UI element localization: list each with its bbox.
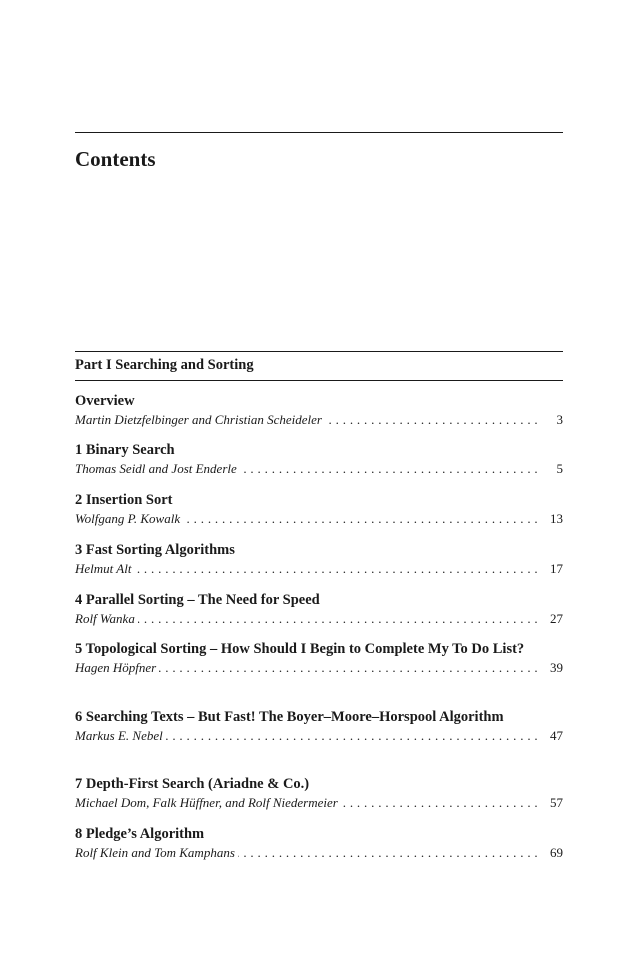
- part-bottom-rule: [75, 380, 563, 381]
- entry-author: Rolf Klein and Tom Kamphans: [75, 845, 235, 860]
- entry-author-line: [75, 659, 563, 676]
- dot-leader: [166, 727, 538, 744]
- toc-entry-2[interactable]: [75, 492, 563, 527]
- toc-entry-6[interactable]: [75, 709, 563, 744]
- entry-author: Rolf Wanka: [75, 611, 135, 626]
- entry-author: Helmut Alt: [75, 561, 132, 576]
- entry-title: 3 Fast Sorting Algorithms: [75, 542, 235, 558]
- entry-title: Overview: [75, 393, 135, 409]
- dot-leader: [138, 610, 538, 627]
- toc-entry-7[interactable]: [75, 776, 563, 811]
- part-top-rule: [75, 351, 563, 352]
- entry-page-number: 17: [550, 561, 563, 576]
- entry-author-line: [75, 411, 563, 428]
- dot-leader: [134, 560, 538, 577]
- entry-page-number: 47: [550, 728, 563, 743]
- entry-author-line: [75, 510, 563, 527]
- entry-author-line: [75, 727, 563, 744]
- entry-author: Wolfgang P. Kowalk: [75, 511, 181, 526]
- entry-title: 6 Searching Texts – But Fast! The Boyer–Moore–Horspool Algorithm: [75, 709, 504, 725]
- toc-entry-5[interactable]: [75, 641, 563, 676]
- entry-page-number: 13: [550, 511, 563, 526]
- dot-leader: [159, 659, 538, 676]
- entry-page-number: 3: [556, 412, 563, 427]
- dot-leader: [240, 460, 538, 477]
- toc-entry-1[interactable]: [75, 442, 563, 477]
- toc-entry-4[interactable]: [75, 592, 563, 627]
- entry-title: 2 Insertion Sort: [75, 492, 173, 508]
- entry-page-number: 69: [550, 845, 563, 860]
- entry-author-line: [75, 610, 563, 627]
- entry-author: Hagen Höpfner: [75, 660, 157, 675]
- toc-entry-overview[interactable]: [75, 393, 563, 428]
- entry-title: 5 Topological Sorting – How Should I Begin to Complete My To Do List?: [75, 641, 525, 657]
- entry-page-number: 5: [556, 461, 563, 476]
- entry-page-number: 27: [550, 611, 563, 626]
- entry-author: Michael Dom, Falk Hüffner, and Rolf Niedermeier: [75, 795, 338, 810]
- top-rule: [75, 132, 563, 133]
- dot-leader: [325, 411, 538, 428]
- dot-leader: [238, 844, 538, 861]
- entry-author: Martin Dietzfelbinger and Christian Scheideler: [75, 412, 322, 427]
- entry-title: 4 Parallel Sorting – The Need for Speed: [75, 592, 320, 608]
- entry-author-line: [75, 460, 563, 477]
- entry-title: 7 Depth-First Search (Ariadne & Co.): [75, 776, 310, 792]
- page-title: Contents: [75, 147, 156, 171]
- dot-leader: [183, 510, 538, 527]
- toc-entry-3[interactable]: [75, 542, 563, 577]
- entry-author-line: [75, 794, 563, 811]
- entry-page-number: 39: [550, 660, 563, 675]
- part-heading: Part I Searching and Sorting: [75, 357, 254, 373]
- entry-title: 8 Pledge’s Algorithm: [75, 826, 205, 842]
- entry-author-line: [75, 560, 563, 577]
- toc-entry-8[interactable]: [75, 826, 563, 861]
- dot-leader: [341, 794, 538, 811]
- entry-page-number: 57: [550, 795, 563, 810]
- entry-author: Thomas Seidl and Jost Enderle: [75, 461, 237, 476]
- entry-author: Markus E. Nebel: [75, 728, 163, 743]
- entry-author-line: [75, 844, 563, 861]
- entry-title: 1 Binary Search: [75, 442, 175, 458]
